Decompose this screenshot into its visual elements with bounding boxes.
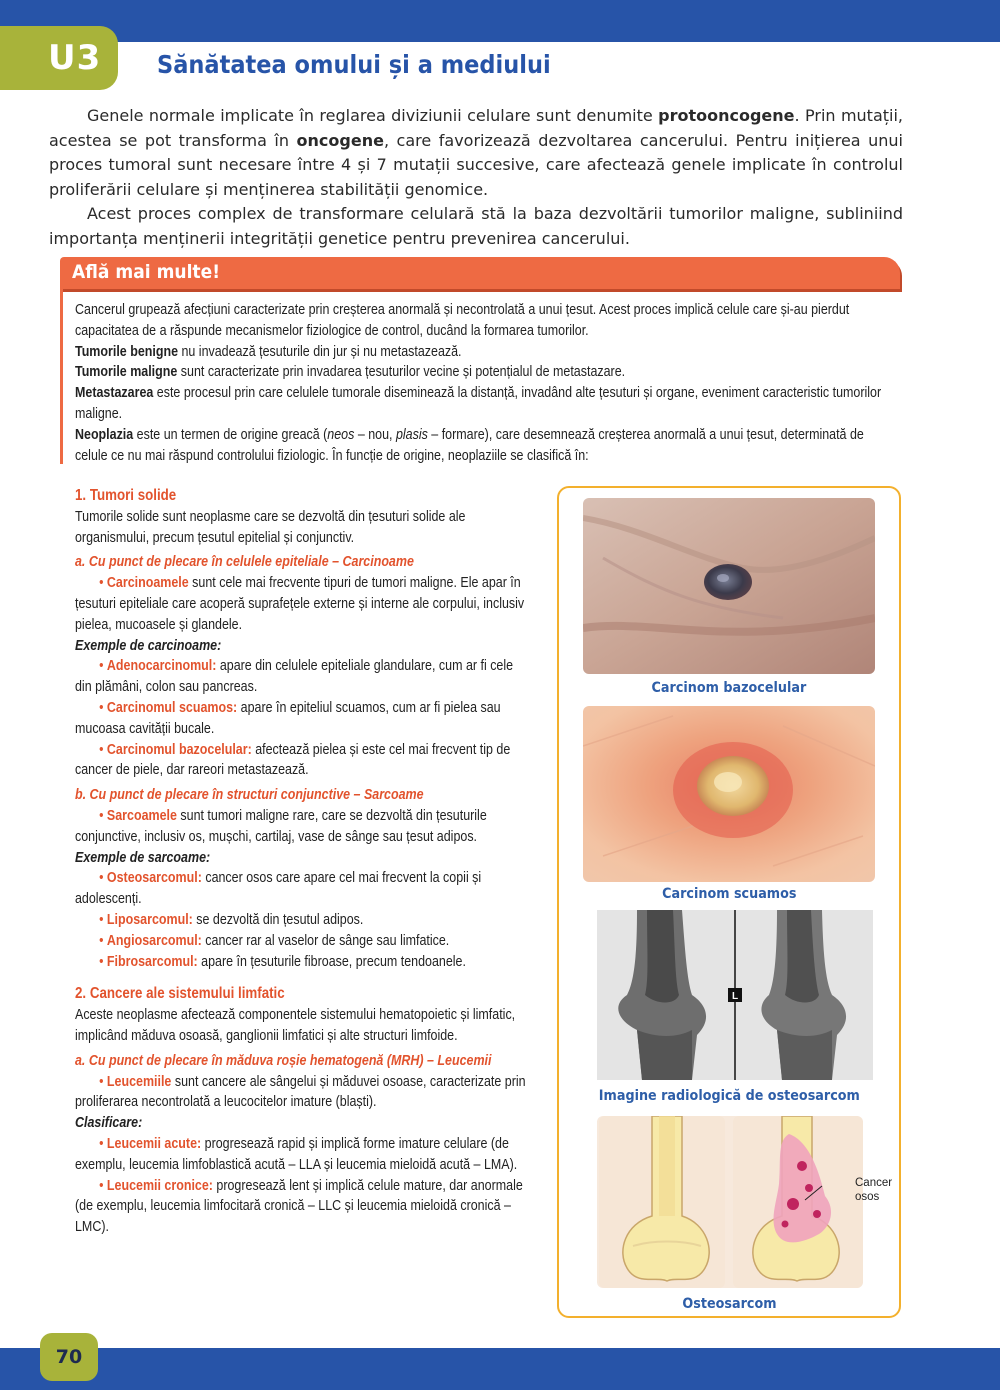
page-number-badge [40, 1333, 98, 1381]
metastazare-line: Metastazarea este procesul prin care celulele tumorale diseminează la distanță, invadând alte țesuturi și organe, eveniment caracteristic tumorilor maligne. [75, 385, 882, 422]
angiosarcom-bullet: • Angiosarcomul: cancer rar al vaselor de sânge sau limfatice. [75, 931, 529, 952]
page-title: Sănătatea omului și a mediului [157, 50, 551, 79]
caption-carcinom-scuamos: Carcinom scuamos [661, 886, 797, 902]
caption-osteosarcom: Osteosarcom [681, 1296, 777, 1312]
unit-tab [0, 26, 118, 90]
bone-illustration [597, 1116, 863, 1288]
osteosarcom-bullet: • Osteosarcomul: cancer osos care apare cel mai frecvent la copii și adolescenți. [75, 868, 529, 910]
bottom-bar [0, 1348, 1000, 1390]
afla-paragraph: Cancerul grupează afecțiuni caracterizate prin creșterea anormală și necontrolată a unui țesut. Acest proces implică celule care și-au pierdut capacitatea de a răspunde mecanismelor fiziologice de control, ducând la formarea tumorilor. [75, 302, 850, 339]
xray-marker: L [731, 991, 739, 1002]
neoplazia-line: Neoplazia este un termen de origine greacă (neos – nou, plasis – formare), care desemnează creșterea anormală a unui țesut, determinată de celule ce nu mai răspund controlului fiziologic. În funcție de origine, neoplaziile se clasifică în: [75, 426, 864, 464]
caption-carcinom-bazocelular: Carcinom bazocelular [651, 680, 807, 696]
clasificare-heading: Clasificare: [75, 1115, 143, 1132]
sarcoame-examples-heading: Exemple de sarcoame: [75, 849, 211, 866]
page-number: 70 [55, 1346, 83, 1368]
sarcoame-bullet: • Sarcoamele sunt tumori maligne rare, care se dezvoltă din țesuturile conjunctive, inclusiv os, mușchi, cartilaj, vase de sânge sau țesut adipos. [75, 806, 529, 848]
leucemii-cronice-bullet: • Leucemii cronice: progresează lent și implică celule mature, dar anormale (de exemplu, leucemia limfocitară cronică – LLC și leucemia mieloidă cronică – LMC). [75, 1176, 529, 1238]
intro-paragraph-1: Genele normale implicate în reglarea diviziunii celulare sunt denumite protooncogene. Prin mutații, acestea se pot transforma în oncogene, care favorizează dezvoltarea cancerului. Pentru inițierea unui proces tumoral sunt necesare între 4 și 7 mutații succesive, care afectează genele implicate în controlul proliferării celulare și menținerea stabilității genomice. [49, 106, 903, 199]
squamous-lesion-image [583, 706, 875, 882]
afla-left-border [60, 289, 63, 464]
section-2-text: Aceste neoplasme afectează componentele sistemului hematopoietic și limfatic, implicând măduva osoasă, ganglionii limfatici și alte structuri limfoide. [75, 1007, 516, 1044]
photo-carcinom-bazocelular [583, 498, 875, 674]
intro-text [49, 104, 903, 251]
afla-title: Află mai multe! [72, 261, 221, 283]
unit-label: U3 [48, 38, 102, 78]
bone-cancer-label: Cancer osos [855, 1177, 893, 1203]
xray-image [597, 910, 873, 1080]
section-1-text: Tumorile solide sunt neoplasme care se dezvoltă din țesuturi solide ale organismului, precum țesutul epitelial și conjunctiv. [75, 508, 466, 546]
carcinoame-bullet: • Carcinoamele sunt cele mai frecvente tipuri de tumori maligne. Ele apar în țesuturi epiteliale care acoperă suprafețele externe și interne ale corpului, inclusiv pielea, mucoasele și glandele. [75, 573, 529, 635]
section-1b-title: b. Cu punct de plecare în structuri conjunctive – Sarcoame [75, 787, 424, 804]
photo-xray-osteosarcom [597, 910, 873, 1080]
figures-panel [557, 486, 901, 1318]
top-bar [0, 0, 1000, 42]
section-1a-title: a. Cu punct de plecare în celulele epiteliale – Carcinoame [75, 554, 414, 571]
photo-carcinom-scuamos [583, 706, 875, 882]
leucemii-bullet: • Leucemiile sunt cancere ale sângelui și măduvei osoase, caracterizate prin proliferarea necontrolată a leucocitelor imature (blaști). [75, 1072, 529, 1114]
fibrosarcom-bullet: • Fibrosarcomul: apare în țesuturile fibroase, precum tendoanele. [75, 952, 529, 973]
section-2-title: 2. Cancere ale sistemului limfatic [75, 985, 285, 1003]
scuamos-bullet: • Carcinomul scuamos: apare în epiteliul scuamos, cum ar fi pielea sau mucoasa cavității bucale. [75, 698, 529, 740]
main-content [75, 486, 530, 1238]
illustration-osteosarcom [597, 1116, 863, 1288]
afla-body [75, 300, 895, 466]
benigne-line: Tumorile benigne nu invadează țesuturile din jur și nu metastazează. [75, 343, 462, 360]
leucemii-acute-bullet: • Leucemii acute: progresează rapid și implică forme imature celulare (de exemplu, leucemia limfoblastică acută – LLA și leucemia mieloidă acută – LMA). [75, 1134, 529, 1176]
skin-lesion-image [583, 498, 875, 674]
section-1-title: 1. Tumori solide [75, 487, 177, 504]
maligne-line: Tumorile maligne sunt caracterizate prin invadarea țesuturilor vecine și potențialul de metastazare. [75, 364, 626, 381]
bazocelular-bullet: • Carcinomul bazocelular: afectează pielea și este cel mai frecvent tip de cancer de piele, dar rareori metastazează. [75, 740, 529, 782]
carcinoame-examples-heading: Exemple de carcinoame: [75, 637, 222, 654]
adenocarcinom-bullet: • Adenocarcinomul: apare din celulele epiteliale glandulare, cum ar fi cele din plămâni, colon sau pancreas. [75, 656, 529, 698]
liposarcom-bullet: • Liposarcomul: se dezvoltă din țesutul adipos. [75, 910, 529, 931]
caption-imagine-radiologica: Imagine radiologică de osteosarcom [598, 1088, 860, 1104]
afla-mai-multe-banner [60, 257, 900, 289]
section-2a-title: a. Cu punct de plecare în măduva roșie hematogenă (MRH) – Leucemii [75, 1052, 492, 1069]
intro-paragraph-2: Acest proces complex de transformare celulară stă la baza dezvoltării tumorilor maligne, subliniind importanța menținerii integrității genetice pentru prevenirea cancerului. [49, 204, 903, 248]
